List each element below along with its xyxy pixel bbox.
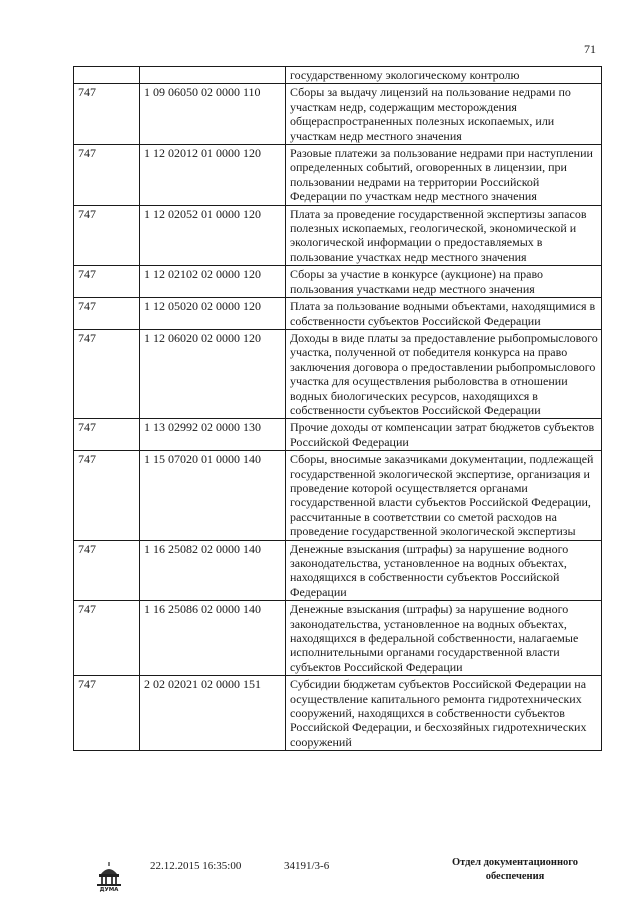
duma-building-icon <box>92 860 126 892</box>
table-row <box>74 451 602 540</box>
table-row <box>74 419 602 451</box>
revenue-code-cell: 1 12 05020 02 0000 120 <box>140 298 286 330</box>
table-row <box>74 540 602 601</box>
admin-code-cell: 747 <box>74 145 140 206</box>
admin-code-cell: 747 <box>74 205 140 266</box>
description-cell: Плата за пользование водными объектами, находящимися в собственности субъектов Российской Федерации <box>286 298 602 330</box>
admin-code-cell <box>74 67 140 84</box>
revenue-code-cell: 1 16 25086 02 0000 140 <box>140 601 286 676</box>
description-cell: Сборы, вносимые заказчиками документации, подлежащей государственной экологической экспертизе, организация и проведение которой осуществляется органами государственной власти субъектов Российской Федерации, рассчитанные в соответствии со сметой расходов на проведение государственной экологической экспертизы <box>286 451 602 540</box>
admin-code-cell: 747 <box>74 540 140 601</box>
table-row <box>74 205 602 266</box>
page-footer <box>0 852 640 902</box>
revenue-code-cell: 1 16 25082 02 0000 140 <box>140 540 286 601</box>
description-cell: Денежные взыскания (штрафы) за нарушение водного законодательства, установленное на водных объектах, находящихся в федеральной собственности, налагаемые исполнительными органами государственной власти субъектов Российской Федерации <box>286 601 602 676</box>
description-cell: Плата за проведение государственной экспертизы запасов полезных ископаемых, геологической, экономической и экологической информации о предоставляемых в пользование участках недр местного значения <box>286 205 602 266</box>
description-cell: Сборы за выдачу лицензий на пользование недрами по участкам недр, содержащим месторождения общераспространенных полезных ископаемых, или участкам недр местного значения <box>286 84 602 145</box>
admin-code-cell: 747 <box>74 298 140 330</box>
revenue-code-cell: 1 13 02992 02 0000 130 <box>140 419 286 451</box>
revenue-code-cell: 1 12 02012 01 0000 120 <box>140 145 286 206</box>
revenue-code-table <box>73 66 602 751</box>
table-row <box>74 145 602 206</box>
description-cell: Прочие доходы от компенсации затрат бюджетов субъектов Российской Федерации <box>286 419 602 451</box>
table-row <box>74 676 602 751</box>
table-row-continuation <box>74 67 602 84</box>
admin-code-cell: 747 <box>74 601 140 676</box>
admin-code-cell: 747 <box>74 676 140 751</box>
footer-date: 22.12.2015 16:35:00 <box>150 860 242 872</box>
page-number: 71 <box>584 42 596 56</box>
table-row <box>74 601 602 676</box>
revenue-code-cell: 1 12 02102 02 0000 120 <box>140 266 286 298</box>
description-cell: Доходы в виде платы за предоставление рыбопромыслового участка, полученной от победителя конкурса на право заключения договора о предоставлении рыбопромыслового участка для осуществления рыболовства в отношении водных биологических ресурсов, находящихся в собственности субъектов Российской Федерации <box>286 329 602 418</box>
table-row <box>74 329 602 418</box>
footer-department <box>440 856 590 884</box>
admin-code-cell: 747 <box>74 451 140 540</box>
admin-code-cell: 747 <box>74 266 140 298</box>
department-line-2: обеспечения <box>485 871 545 882</box>
revenue-code-cell: 1 12 02052 01 0000 120 <box>140 205 286 266</box>
table-row <box>74 266 602 298</box>
description-cell: Сборы за участие в конкурсе (аукционе) на право пользования участками недр местного значения <box>286 266 602 298</box>
description-cell: Разовые платежи за пользование недрами при наступлении определенных событий, оговоренных в лицензии, при пользовании недрами на территории Российской Федерации по участкам недр местного значения <box>286 145 602 206</box>
table-row <box>74 298 602 330</box>
description-cell: Денежные взыскания (штрафы) за нарушение водного законодательства, установленное на водных объектах, находящихся в собственности субъектов Российской Федерации <box>286 540 602 601</box>
admin-code-cell: 747 <box>74 419 140 451</box>
description-cell: государственному экологическому контролю <box>286 67 602 84</box>
revenue-code-cell <box>140 67 286 84</box>
table-row <box>74 84 602 145</box>
admin-code-cell: 747 <box>74 329 140 418</box>
description-cell: Субсидии бюджетам субъектов Российской Федерации на осуществление капитального ремонта гидротехнических сооружений, находящихся в собственности субъектов Российской Федерации, и бесхозяйных гидротехнических сооружений <box>286 676 602 751</box>
revenue-code-cell: 1 09 06050 02 0000 110 <box>140 84 286 145</box>
admin-code-cell: 747 <box>74 84 140 145</box>
revenue-code-cell: 1 15 07020 01 0000 140 <box>140 451 286 540</box>
department-line-1: Отдел документационного <box>451 857 579 868</box>
logo-text: ДУМА <box>99 887 119 892</box>
revenue-code-cell: 1 12 06020 02 0000 120 <box>140 329 286 418</box>
revenue-code-cell: 2 02 02021 02 0000 151 <box>140 676 286 751</box>
footer-doc-number: 34191/3-6 <box>284 860 330 872</box>
